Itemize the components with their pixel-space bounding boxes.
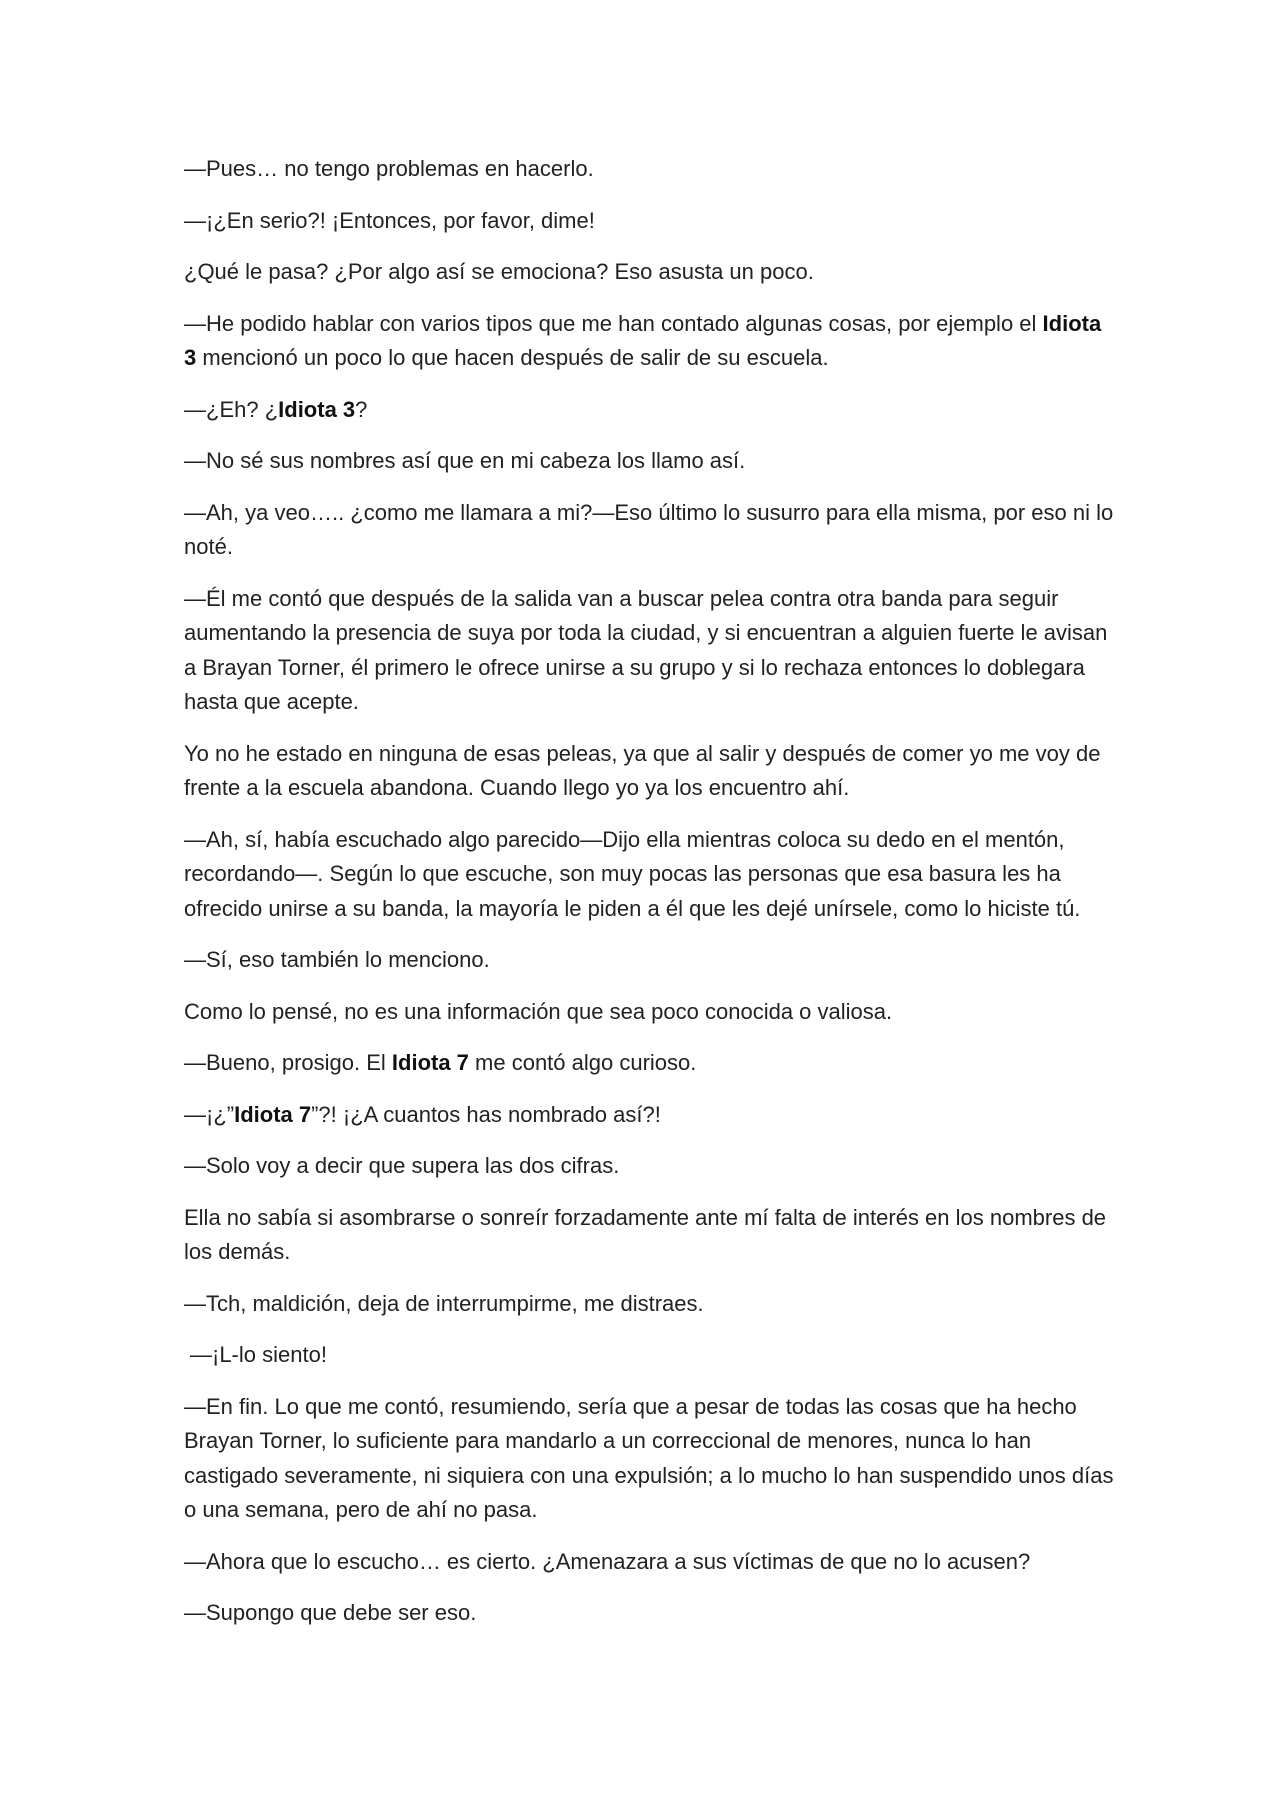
paragraph: Ella no sabía si asombrarse o sonreír forzadamente ante mí falta de interés en los nombres de los demás.: [184, 1204, 1107, 1264]
paragraph-text: ”?! ¡¿A cuantos has nombrado así?!: [311, 1101, 661, 1127]
bold-name: Idiota 3: [184, 310, 1102, 370]
paragraph: —Solo voy a decir que supera las dos cifras.: [184, 1153, 620, 1178]
paragraph: —Ahora que lo escucho… es cierto. ¿Amenazara a sus víctimas de que no lo acusen?: [184, 1548, 1031, 1574]
paragraph: —Tch, maldición, deja de interrumpirme, me distraes.: [184, 1290, 704, 1316]
paragraph: ¿Qué le pasa? ¿Por algo así se emociona? Eso asusta un poco.: [184, 259, 814, 284]
paragraph: —¡L-lo siento!: [190, 1342, 327, 1367]
paragraph: [184, 1098, 1114, 1133]
paragraph: Yo no he estado en ninguna de esas peleas, ya que al salir y después de comer yo me voy de frente a la escuela abandona. Cuando llego yo ya los encuentro ahí.: [184, 740, 1101, 800]
paragraph: [184, 1046, 1114, 1081]
document-page: [184, 152, 1114, 1648]
paragraph: —¡¿En serio?! ¡Entonces, por favor, dime!: [184, 207, 595, 233]
paragraph: —Sí, eso también lo menciono.: [184, 947, 490, 972]
bold-name: Idiota 7: [234, 1101, 312, 1127]
paragraph: —Supongo que debe ser eso.: [184, 1600, 477, 1625]
paragraph: —Ah, sí, había escuchado algo parecido—Dijo ella mientras coloca su dedo en el mentón, recordando—. Según lo que escuche, son muy pocas las personas que esa basura les ha ofrecido unirse a su banda, la mayoría le piden a él que les dejé unírsele, como lo hiciste tú.: [184, 826, 1081, 921]
paragraph-text: ?: [355, 396, 368, 422]
paragraph-text: —He podido hablar con varios tipos que me han contado algunas cosas, por ejemplo el: [184, 310, 1043, 336]
paragraph: —Él me contó que después de la salida van a buscar pelea contra otra banda para seguir aumentando la presencia de suya por toda la ciudad, y si encuentran a alguien fuerte le avisan a Brayan Torner, él primero le ofrece unirse a su grupo y si lo rechaza entonces lo doblegara hasta que acepte.: [184, 585, 1108, 714]
paragraph-text: me contó algo curioso.: [468, 1050, 697, 1075]
paragraph: —En fin. Lo que me contó, resumiendo, sería que a pesar de todas las cosas que ha hecho Brayan Torner, lo suficiente para mandarlo a un correccional de menores, nunca lo han castigado severamente, ni siquiera con una expulsión; a lo mucho lo han suspendido unos días o una semana, pero de ahí no pasa.: [184, 1393, 1114, 1522]
paragraph: [184, 307, 1114, 376]
paragraph: Como lo pensé, no es una información que sea poco conocida o valiosa.: [184, 998, 893, 1024]
paragraph-text: —¿Eh? ¿: [184, 396, 279, 422]
paragraph: —No sé sus nombres así que en mi cabeza los llamo así.: [184, 448, 746, 473]
paragraph-text: —Bueno, prosigo. El: [184, 1050, 392, 1075]
paragraph-text: mencionó un poco lo que hacen después de salir de su escuela.: [196, 345, 829, 370]
bold-name: Idiota 7: [391, 1050, 469, 1075]
paragraph-text: —¡¿”: [184, 1101, 235, 1127]
bold-name: Idiota 3: [278, 396, 356, 422]
paragraph: [184, 393, 1114, 428]
paragraph: —Pues… no tengo problemas en hacerlo.: [184, 156, 594, 181]
paragraph: —Ah, ya veo….. ¿como me llamara a mi?—Eso último lo susurro para ella misma, por eso ni lo noté.: [184, 499, 1114, 559]
